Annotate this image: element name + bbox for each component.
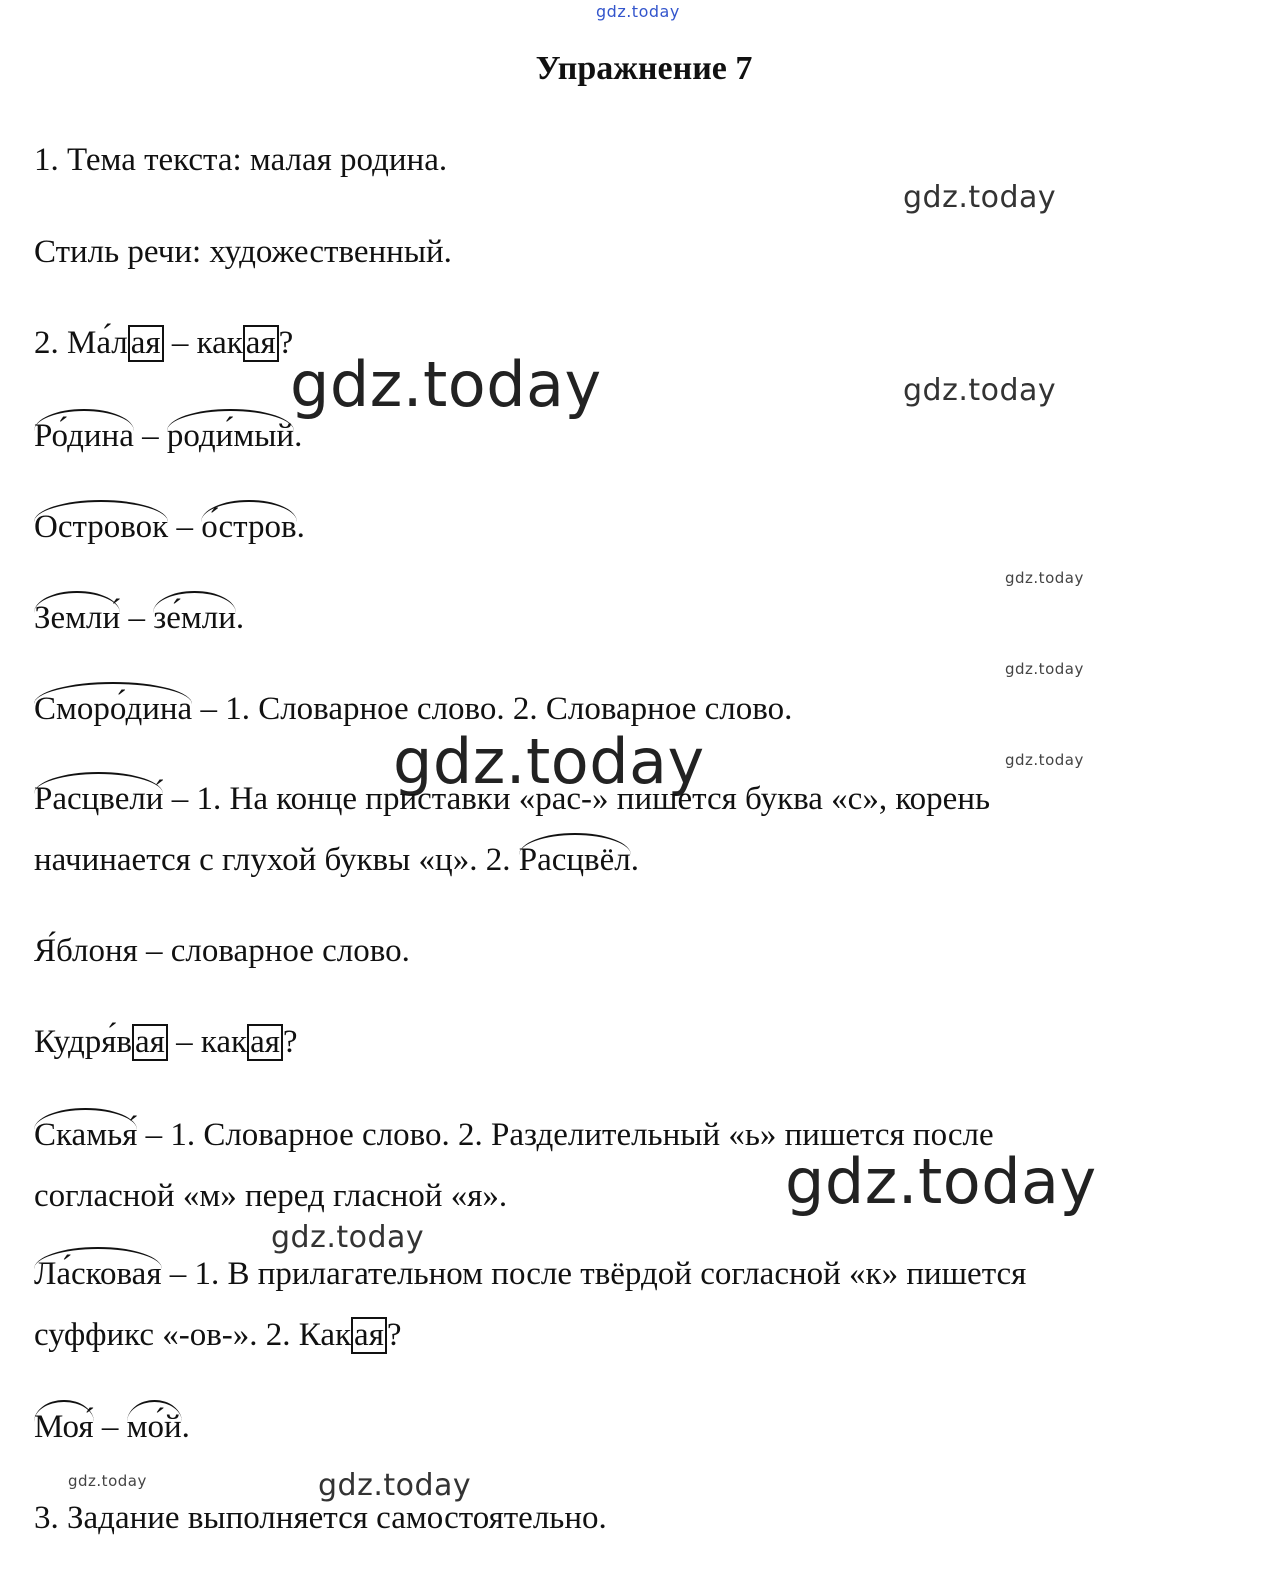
text-line-laskovaya (34, 1256, 1026, 1293)
text-line-rastsveli (34, 781, 990, 818)
root-word (34, 781, 163, 818)
text-line-topic: 1. Тема текста: малая родина. (34, 142, 448, 178)
ending-box: ая (243, 325, 279, 362)
text-line-zadanie: 3. Задание выполняется самостоятельно. (34, 1500, 607, 1536)
word-text: Скамья́ (34, 1117, 138, 1153)
watermark-small: gdz.today (1005, 569, 1084, 587)
text-line-yablonya: Я́блоня – словарное слово. (34, 933, 410, 969)
ending-box: ая (132, 1024, 168, 1061)
root-word (153, 600, 236, 637)
word-text: Сморо́дина (34, 691, 193, 727)
word-text: суффикс «-ов-». 2. Как (34, 1317, 352, 1353)
word-text: мо́й (126, 1409, 182, 1445)
root-arc (34, 500, 168, 522)
word-text: – 1. В прилагательном после твёрдой согласной «к» пишется (161, 1256, 1027, 1292)
text-line-malaya (34, 325, 293, 362)
root-arc (34, 1247, 162, 1269)
root-arc (34, 772, 163, 794)
root-word (34, 509, 168, 546)
watermark-large: gdz.today (290, 348, 602, 421)
word-text: Земли́ (34, 600, 121, 636)
root-word (167, 418, 294, 455)
word-text: – как (167, 1024, 248, 1060)
word-text: – (93, 1409, 127, 1445)
root-arc (34, 682, 192, 704)
root-arc (167, 409, 294, 431)
word-text: – 1. На конце приставки «рас-» пишется буква «с», корень (163, 781, 991, 817)
text-line-zemli (34, 600, 244, 637)
word-text: . (294, 418, 303, 454)
text-line-style: Стиль речи: художественный. (34, 234, 452, 270)
root-arc (127, 1400, 182, 1422)
root-word (201, 509, 296, 546)
word-text: Ро́дина (34, 418, 134, 454)
word-text: Моя́ (34, 1409, 94, 1445)
word-text: Островок (34, 509, 169, 545)
ending-box: ая (351, 1317, 387, 1354)
word-text: . (296, 509, 305, 545)
root-arc (34, 1400, 94, 1422)
word-text: ? (278, 325, 294, 361)
root-word (34, 1117, 137, 1154)
word-text: – 1. Словарное слово. 2. Словарное слово. (192, 691, 793, 727)
ending-box: ая (128, 325, 164, 362)
word-text: ? (386, 1317, 402, 1353)
watermark-mid: gdz.today (318, 1468, 472, 1503)
root-word (127, 1409, 182, 1446)
ending-box: ая (247, 1024, 283, 1061)
root-arc (34, 1108, 137, 1130)
root-word (34, 1256, 162, 1293)
watermark-mid: gdz.today (903, 373, 1057, 408)
page-title: Упражнение 7 (535, 50, 753, 87)
word-text: – (168, 509, 202, 545)
root-word (34, 691, 192, 728)
watermark-large: gdz.today (393, 725, 705, 798)
word-text: Кудря́в (34, 1024, 133, 1060)
word-text: 2. Ма́л (34, 325, 128, 361)
word-text: роди́мый (166, 418, 295, 454)
text-line-soglasnoy: согласной «м» перед гласной «я». (34, 1178, 508, 1214)
word-text: – (133, 418, 167, 454)
root-word (34, 418, 134, 455)
word-text: Ла́сковая (34, 1256, 162, 1292)
watermark-mid: gdz.today (903, 180, 1057, 215)
text-line-suffiks (34, 1317, 402, 1354)
root-arc (34, 409, 134, 431)
text-line-moya (34, 1409, 190, 1446)
text-line-rodina (34, 418, 302, 455)
text-line-ostrovok (34, 509, 305, 546)
word-text: . (235, 600, 245, 636)
text-line-smorodina (34, 691, 792, 728)
word-text: . (181, 1409, 190, 1445)
word-text: Расцвели́ (34, 781, 164, 817)
root-arc (153, 591, 236, 613)
word-text: Расцвёл (518, 842, 631, 878)
word-text: – (120, 600, 154, 636)
text-line-kudryavaya (34, 1024, 298, 1061)
root-word (34, 600, 120, 637)
root-arc (34, 591, 120, 613)
word-text: – как (163, 325, 243, 361)
watermark-small: gdz.today (1005, 751, 1084, 769)
word-text: о́стров (201, 509, 297, 545)
watermark-large: gdz.today (785, 1145, 1097, 1218)
watermark-mid: gdz.today (271, 1220, 425, 1255)
watermark-small: gdz.today (68, 1472, 147, 1490)
watermark-small: gdz.today (1005, 660, 1084, 678)
root-arc (519, 833, 631, 855)
watermark-top: gdz.today (596, 2, 680, 21)
word-text: начинается с глухой буквы «ц». 2. (34, 842, 519, 878)
root-arc (201, 500, 296, 522)
text-line-rastsvel (34, 842, 639, 879)
root-word (34, 1409, 94, 1446)
word-text: ? (282, 1024, 298, 1060)
word-text: – 1. Словарное слово. 2. Разделительный «ь» пишется после (137, 1117, 994, 1153)
root-word (519, 842, 631, 879)
word-text: . (630, 842, 639, 878)
word-text: зе́мли (153, 600, 236, 636)
